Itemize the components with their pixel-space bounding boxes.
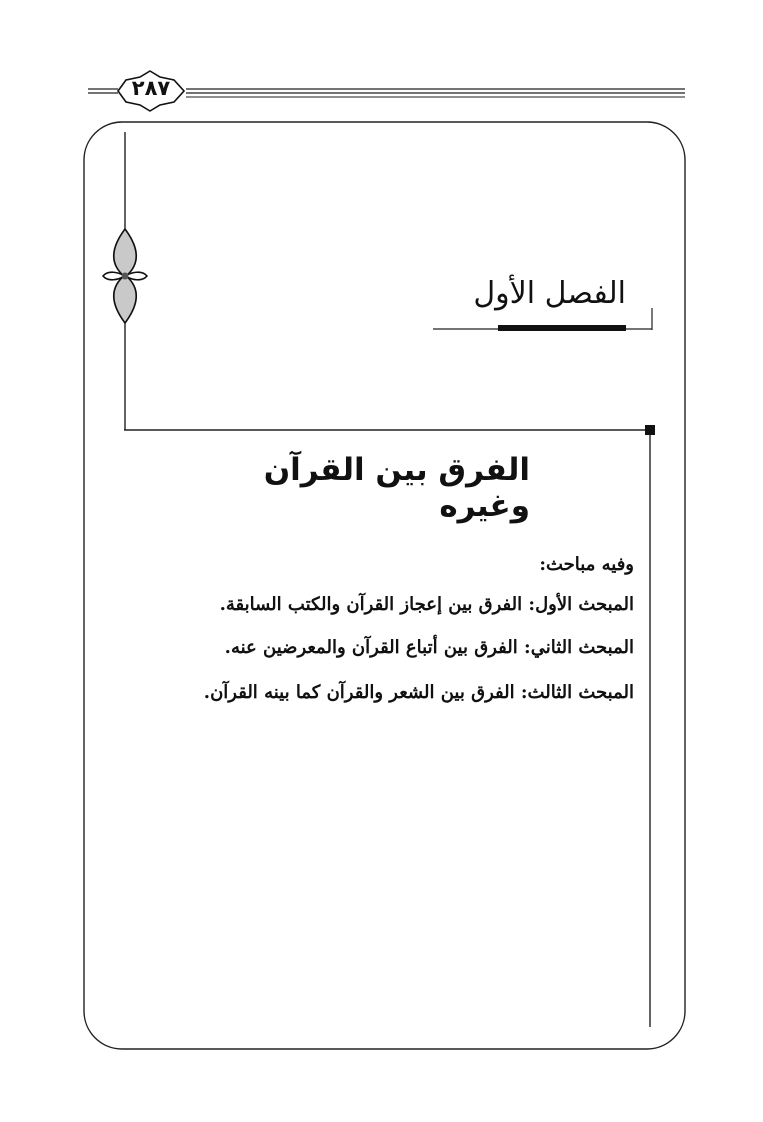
toc-item-text: الفرق بين إعجاز القرآن والكتب السابقة. [219, 594, 523, 615]
toc-item [204, 682, 634, 703]
toc-item-text: الفرق بين الشعر والقرآن كما بينه القرآن. [203, 682, 515, 703]
page-number: ٢٨٧ [131, 76, 171, 100]
contents-intro: وفيه مباحث: [539, 554, 634, 575]
toc-item [225, 637, 634, 658]
chapter-title: الفصل الأول [473, 276, 626, 311]
toc-item-text: الفرق بين أتباع القرآن والمعرضين عنه. [224, 637, 518, 658]
leaf-ornament-icon [100, 225, 152, 327]
toc-item-label: المبحث الثاني: [524, 637, 634, 658]
toc-item-label: المبحث الثالث: [520, 682, 634, 703]
toc-item-label: المبحث الأول: [528, 594, 634, 615]
section-heading: الفرق بين القرآن وغيره [263, 452, 530, 524]
toc-item [220, 594, 634, 615]
